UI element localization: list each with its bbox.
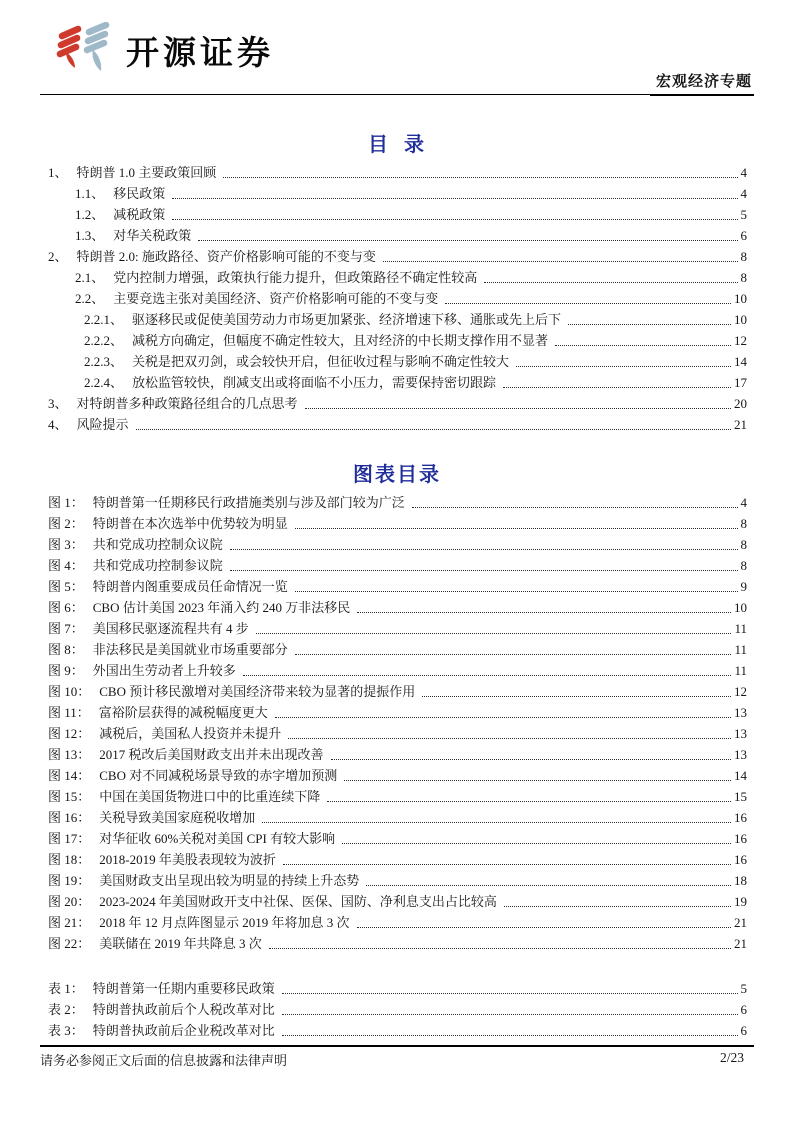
directory-entry[interactable] [48, 681, 747, 702]
directory-entry[interactable] [48, 555, 747, 576]
entry-title: 富裕阶层获得的减税幅度更大 [98, 705, 268, 720]
entry-page-number: 8 [740, 249, 747, 264]
entry-title: 共和党成功控制众议院 [92, 537, 223, 552]
dotted-leader [282, 1035, 738, 1036]
figures-list [48, 492, 747, 954]
directory-entry[interactable] [48, 702, 747, 723]
entry-label: 图 19： [48, 873, 91, 888]
dotted-leader [172, 219, 737, 220]
entry-page-number: 14 [734, 354, 747, 369]
directory-entry[interactable] [48, 639, 747, 660]
directory-entry[interactable] [48, 267, 747, 288]
entry-title: 非法移民是美国就业市场重要部分 [92, 642, 288, 657]
dotted-leader [295, 528, 738, 529]
dotted-leader [504, 906, 731, 907]
entry-title: 对华征收 60%关税对美国 CPI 有较大影响 [99, 831, 336, 846]
entry-label: 1.2、 [75, 207, 105, 222]
entry-label: 2.2.2、 [84, 333, 124, 348]
entry-title: 党内控制力增强，政策执行能力提升，但政策路径不确定性较高 [113, 270, 478, 285]
entry-title: CBO 预计移民激增对美国经济带来较为显著的提振作用 [99, 684, 416, 699]
entry-label: 图 2： [48, 516, 84, 531]
footer-disclaimer: 请务必参阅正文后面的信息披露和法律声明 [40, 1053, 288, 1068]
directory-entry[interactable] [48, 183, 747, 204]
entry-label: 图 21： [48, 915, 91, 930]
entry-page-number: 12 [734, 333, 747, 348]
entry-page-number: 11 [734, 642, 747, 657]
directory-entry[interactable] [48, 870, 747, 891]
dotted-leader [422, 696, 731, 697]
kaiyuan-logo-icon [56, 22, 114, 79]
brand [56, 22, 274, 79]
entry-label: 图 15： [48, 789, 91, 804]
entry-title: 关税是把双刃剑，或会较快开启，但征收过程与影响不确定性较大 [132, 354, 510, 369]
dotted-leader [568, 324, 731, 325]
entry-label: 3、 [48, 396, 68, 411]
directory-entry[interactable] [48, 912, 747, 933]
entry-title: 特朗普执政前后企业税改革对比 [92, 1023, 275, 1038]
entry-title: 2018-2019 年美股表现较为波折 [99, 852, 276, 867]
entry-label: 图 10： [48, 684, 91, 699]
entry-title: 驱逐移民或促使美国劳动力市场更加紧张、经济增速下移、通胀或先上后下 [132, 312, 562, 327]
entry-page-number: 18 [734, 873, 747, 888]
entry-title: 外国出生劳动者上升较多 [92, 663, 236, 678]
entry-title: 特朗普 2.0: 施政路径、资产价格影响可能的不变与变 [76, 249, 376, 264]
entry-page-number: 21 [734, 417, 747, 432]
entry-page-number: 12 [734, 684, 747, 699]
directory-entry[interactable] [48, 204, 747, 225]
entry-page-number: 13 [734, 747, 747, 762]
entry-title: 对华关税政策 [113, 228, 192, 243]
dotted-leader [357, 927, 731, 928]
entry-label: 图 14： [48, 768, 91, 783]
brand-name: 开源证券 [126, 33, 274, 72]
entry-title: 特朗普 1.0 主要政策回顾 [76, 165, 217, 180]
entry-page-number: 4 [740, 495, 747, 510]
entry-page-number: 10 [734, 291, 747, 306]
entry-label: 2.1、 [75, 270, 105, 285]
report-type-label: 宏观经济专题 [650, 70, 754, 96]
directory-entry[interactable] [48, 576, 747, 597]
entry-title: 特朗普第一任期内重要移民政策 [92, 981, 275, 996]
entry-page-number: 9 [740, 579, 747, 594]
directory-entry[interactable] [48, 330, 747, 351]
entry-page-number: 8 [740, 270, 747, 285]
dotted-leader [282, 993, 738, 994]
entry-label: 图 8： [48, 642, 84, 657]
entry-page-number: 10 [734, 312, 747, 327]
dotted-leader [172, 198, 737, 199]
entry-label: 2.2、 [75, 291, 105, 306]
entry-title: 减税方向确定，但幅度不确定性较大，且对经济的中长期支撑作用不显著 [132, 333, 549, 348]
entry-label: 表 2： [48, 1002, 84, 1017]
entry-title: 美国财政支出呈现出较为明显的持续上升态势 [99, 873, 360, 888]
entry-page-number: 6 [740, 228, 747, 243]
directory-entry[interactable] [48, 246, 747, 267]
dotted-leader [295, 591, 738, 592]
directory-entry[interactable] [48, 1020, 747, 1041]
dotted-leader [269, 948, 731, 949]
entry-page-number: 15 [734, 789, 747, 804]
directory-entry[interactable] [48, 999, 747, 1020]
entry-page-number: 13 [734, 705, 747, 720]
entry-label: 图 7： [48, 621, 84, 636]
dotted-leader [445, 303, 731, 304]
entry-label: 表 3： [48, 1023, 84, 1038]
entry-label: 图 1： [48, 495, 84, 510]
dotted-leader [412, 507, 738, 508]
entry-label: 1.3、 [75, 228, 105, 243]
directory-entry[interactable] [48, 786, 747, 807]
entry-label: 1.1、 [75, 186, 105, 201]
dotted-leader [283, 864, 731, 865]
dotted-leader [342, 843, 731, 844]
entry-label: 图 20： [48, 894, 91, 909]
entry-title: 减税政策 [113, 207, 166, 222]
directory-entry[interactable] [48, 393, 747, 414]
directory-entry[interactable] [48, 933, 747, 954]
directory-entry[interactable] [48, 492, 747, 513]
dotted-leader [327, 801, 731, 802]
entry-label: 图 17： [48, 831, 91, 846]
dotted-leader [516, 366, 731, 367]
entry-page-number: 17 [734, 375, 747, 390]
entry-label: 2.2.4、 [84, 375, 124, 390]
dotted-leader [275, 717, 731, 718]
dotted-leader [357, 612, 731, 613]
entry-page-number: 13 [734, 726, 747, 741]
directory-entry[interactable] [48, 618, 747, 639]
entry-page-number: 8 [740, 537, 747, 552]
dotted-leader [282, 1014, 738, 1015]
dotted-leader [484, 282, 737, 283]
entry-title: 特朗普在本次选举中优势较为明显 [92, 516, 288, 531]
dotted-leader [344, 780, 731, 781]
directory-entry[interactable] [48, 534, 747, 555]
entry-page-number: 4 [740, 186, 747, 201]
entry-title: 风险提示 [76, 417, 129, 432]
directory-entry[interactable] [48, 309, 747, 330]
entry-page-number: 16 [734, 831, 747, 846]
entry-label: 图 9： [48, 663, 84, 678]
dotted-leader [383, 261, 738, 262]
directory-entry[interactable] [48, 660, 747, 681]
directory-entry[interactable] [48, 513, 747, 534]
directory-entry[interactable] [48, 849, 747, 870]
entry-title: 美联储在 2019 年共降息 3 次 [99, 936, 262, 951]
entry-page-number: 6 [740, 1023, 747, 1038]
entry-page-number: 8 [740, 516, 747, 531]
entry-label: 2.2.1、 [84, 312, 124, 327]
directory-entry[interactable] [48, 765, 747, 786]
footer-divider [40, 1045, 754, 1047]
dotted-leader [230, 570, 738, 571]
figures-directory-title: 图表目录 [353, 464, 441, 486]
entry-page-number: 21 [734, 936, 747, 951]
entry-title: CBO 对不同减税场景导致的赤字增加预测 [99, 768, 338, 783]
dotted-leader [256, 633, 732, 634]
entry-label: 图 3： [48, 537, 84, 552]
entry-title: 美国移民驱逐流程共有 4 步 [92, 621, 249, 636]
toc-list [48, 162, 747, 435]
dotted-leader [230, 549, 738, 550]
entry-label: 图 4： [48, 558, 84, 573]
dotted-leader [331, 759, 731, 760]
directory-entry[interactable] [48, 414, 747, 435]
directory-entry[interactable] [48, 225, 747, 246]
entry-page-number: 4 [740, 165, 747, 180]
directory-entry[interactable] [48, 744, 747, 765]
entry-page-number: 8 [740, 558, 747, 573]
dotted-leader [262, 822, 731, 823]
entry-label: 图 5： [48, 579, 84, 594]
dotted-leader [503, 387, 731, 388]
entry-title: 放松监管较快，削减支出或将面临不小压力，需要保持密切跟踪 [132, 375, 497, 390]
directory-entry[interactable] [48, 351, 747, 372]
toc-title: 目 录 [368, 134, 426, 156]
entry-page-number: 10 [734, 600, 747, 615]
directory-entry[interactable] [48, 978, 747, 999]
entry-label: 图 18： [48, 852, 91, 867]
entry-page-number: 11 [734, 621, 747, 636]
entry-title: 2018 年 12 月点阵图显示 2019 年将加息 3 次 [99, 915, 350, 930]
entry-page-number: 5 [740, 207, 747, 222]
directory-entry[interactable] [48, 828, 747, 849]
entry-page-number: 16 [734, 852, 747, 867]
dotted-leader [305, 408, 731, 409]
entry-label: 图 16： [48, 810, 91, 825]
entry-title: 特朗普内阁重要成员任命情况一览 [92, 579, 288, 594]
entry-page-number: 20 [734, 396, 747, 411]
entry-title: 减税后，美国私人投资并未提升 [99, 726, 282, 741]
entry-title: CBO 估计美国 2023 年涌入约 240 万非法移民 [92, 600, 351, 615]
directory-entry[interactable] [48, 807, 747, 828]
entry-title: 2023-2024 年美国财政开支中社保、医保、国防、净利息支出占比较高 [99, 894, 497, 909]
entry-page-number: 16 [734, 810, 747, 825]
dotted-leader [223, 177, 737, 178]
entry-label: 4、 [48, 417, 68, 432]
entry-title: 关税导致美国家庭税收增加 [99, 810, 256, 825]
dotted-leader [243, 675, 732, 676]
entry-label: 表 1： [48, 981, 84, 996]
dotted-leader [366, 885, 731, 886]
directory-entry[interactable] [48, 288, 747, 309]
entry-title: 特朗普执政前后个人税改革对比 [92, 1002, 275, 1017]
entry-title: 2017 税改后美国财政支出并未出现改善 [99, 747, 324, 762]
directory-entry[interactable] [48, 723, 747, 744]
entry-page-number: 5 [740, 981, 747, 996]
entry-page-number: 19 [734, 894, 747, 909]
dotted-leader [198, 240, 737, 241]
page-number-indicator: 2/23 [719, 1050, 744, 1065]
directory-entry[interactable] [48, 372, 747, 393]
entry-title: 对特朗普多种政策路径组合的几点思考 [76, 396, 298, 411]
entry-title: 共和党成功控制参议院 [92, 558, 223, 573]
entry-label: 1、 [48, 165, 68, 180]
header-divider [40, 94, 754, 95]
dotted-leader [295, 654, 732, 655]
dotted-leader [555, 345, 731, 346]
entry-label: 图 13： [48, 747, 91, 762]
directory-entry[interactable] [48, 891, 747, 912]
entry-label: 图 6： [48, 600, 84, 615]
entry-label: 图 12： [48, 726, 91, 741]
entry-page-number: 6 [740, 1002, 747, 1017]
tables-list [48, 978, 747, 1041]
entry-title: 移民政策 [113, 186, 166, 201]
entry-label: 图 22： [48, 936, 91, 951]
entry-label: 图 11： [48, 705, 90, 720]
dotted-leader [288, 738, 731, 739]
entry-title: 中国在美国货物进口中的比重连续下降 [99, 789, 321, 804]
directory-entry[interactable] [48, 597, 747, 618]
entry-label: 2.2.3、 [84, 354, 124, 369]
entry-page-number: 11 [734, 663, 747, 678]
entry-page-number: 21 [734, 915, 747, 930]
entry-title: 主要竞选主张对美国经济、资产价格影响可能的不变与变 [113, 291, 439, 306]
directory-entry[interactable] [48, 162, 747, 183]
entry-title: 特朗普第一任期移民行政措施类别与涉及部门较为广泛 [92, 495, 405, 510]
dotted-leader [136, 429, 731, 430]
entry-page-number: 14 [734, 768, 747, 783]
entry-label: 2、 [48, 249, 68, 264]
